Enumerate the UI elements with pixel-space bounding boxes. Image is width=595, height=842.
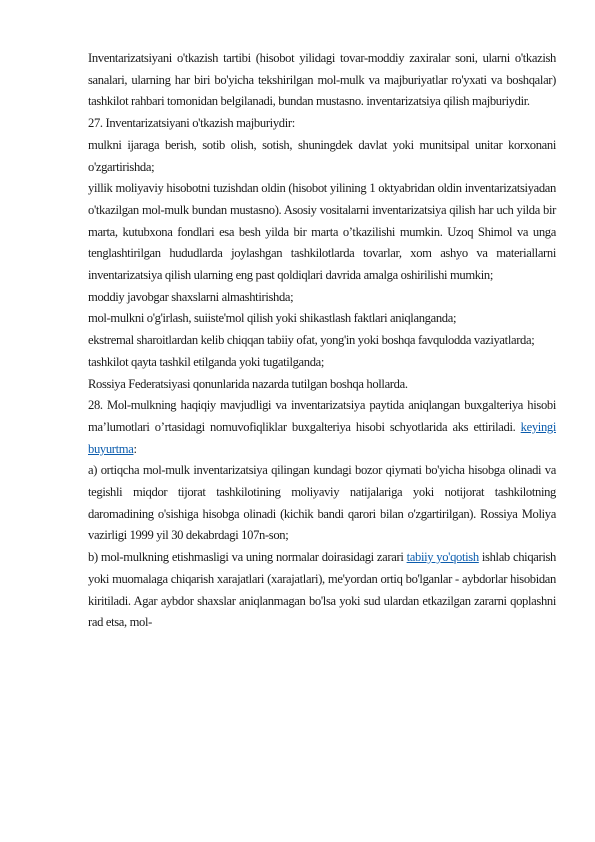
paragraph-b-shortage — [88, 547, 556, 634]
list-item-property-lease: mulkni ijaraga berish, sotib olish, sotish, shuningdek davlat yoki munitsipal unitar korxonani o'zgartirishda; — [88, 137, 556, 174]
paragraph-procedure: Inventarizatsiyani o'tkazish tartibi (hisobot yilidagi tovar-moddiy zaxiralar soni, ularni o'tkazish sanalari, ularning har biri bo'yicha tekshirilgan mol-mulk va majburiyatlar ro'yxati va boshqalar) tashkilot rahbari tomonidan belgilanadi, bundan mustasno. inventarizatsiya qilish majburiydir. — [88, 51, 556, 109]
paragraph-28-text: 28. Mol-mulkning haqiqiy mavjudligi va inventarizatsiya paytida aniqlangan buxgalteriya hisobi ma’lumotlari o’rtasidagi nomuvofiqliklar buxgalteriya hisobi schyotlarida aks ettiriladi. — [88, 398, 556, 434]
list-item-disaster: ekstremal sharoitlardan kelib chiqqan tabiiy ofat, yong'in yoki boshqa favqulodda vaziyatlarda; — [88, 333, 535, 348]
paragraph-b-text-before: b) mol-mulkning etishmasligi va uning normalar doirasidagi zarari — [88, 550, 407, 565]
document-page — [88, 48, 556, 634]
list-item-responsible-persons: moddiy javobgar shaxslarni almashtirishda; — [88, 289, 294, 304]
list-item-reorganization: tashkilot qayta tashkil etilganda yoki tugatilganda; — [88, 354, 325, 369]
paragraph-28 — [88, 395, 556, 460]
paragraph-a-surplus: a) ortiqcha mol-mulk inventarizatsiya qilingan kundagi bozor qiymati bo'yicha hisobga olinadi va tegishli miqdor tijorat tashkilotining moliyaviy natijalariga yoki notijorat tashkilotning daromadining o'sishiga hisobga olinadi (kichik bandi qarori bilan o'zgartirilgan). Rossiya Moliya vazirligi 1999 yil 30 dekabrdagi 107n-son; — [88, 463, 556, 543]
list-item-annual-report: yillik moliyaviy hisobotni tuzishdan oldin (hisobot yilining 1 oktyabridan oldin inventarizatsiyadan o'tkazilgan mol-mulk bundan mustasno). Asosiy vositalarni inventarizatsiya qilish har uch yilda bir marta, kutubxona fondlari esa besh yilda bir marta o’tkazilishi mumkin. Uzoq Shimol va unga tenglashtirilgan hududlarda joylashgan tashkilotlarda tovarlar, xom ashyo va materiallarni inventarizatsiya qilish ularning eng past qoldiqlari davrida amalga oshirilishi mumkin; — [88, 181, 556, 283]
list-item-theft: mol-mulkni o'g'irlash, suiiste'mol qilish yoki shikastlash faktlari aniqlanganda; — [88, 311, 457, 326]
paragraph-28-colon: : — [133, 441, 137, 456]
link-next-order[interactable]: keyingi buyurtma — [88, 419, 556, 456]
paragraph-27-heading: 27. Inventarizatsiyani o'tkazish majburiydir: — [88, 116, 295, 131]
link-natural-loss[interactable]: tabiiy yo'qotish — [406, 550, 479, 565]
list-item-other-cases: Rossiya Federatsiyasi qonunlarida nazarda tutilgan boshqa hollarda. — [88, 376, 408, 391]
paragraph-b-text-after: ishlab chiqarish yoki muomalaga chiqarish xarajatlari (xarajatlari), me'yordan ortiq bo'lganlar - aybdorlar hisobidan kiritiladi. Agar aybdor shaxslar aniqlanmagan bo'lsa yoki sud ulardan etkazilgan zararni qoplashni rad etsa, mol- — [88, 550, 556, 630]
